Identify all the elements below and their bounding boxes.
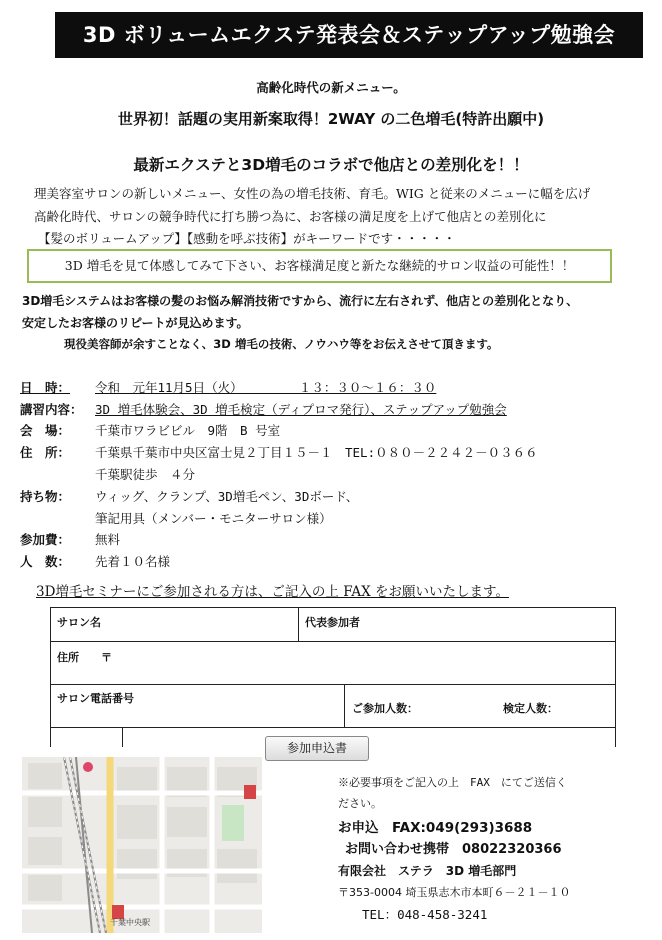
application-form [50, 607, 616, 747]
headline: 世界初！話題の実用新案取得！2WAY の二色増毛(特許出願中) [117, 110, 545, 128]
station-marker [244, 785, 256, 799]
participants-label: ご参加人数： [352, 702, 418, 715]
items-value-2: 筆記用具（メンバー・モニターサロン様） [95, 511, 332, 526]
company-tel: TEL：048-458-3241 [362, 907, 488, 922]
fee-value: 無料 [95, 532, 121, 547]
venue-label: 会 場： [20, 423, 71, 438]
system-line-1: 3D増毛システムはお客様の髪のお悩み解消技術ですから、流行に左右されず、他店との差別化となり、 [22, 294, 579, 308]
location-map[interactable] [22, 757, 262, 933]
salon-name-label: サロン名 [57, 616, 101, 629]
contact-note-2: ださい。 [338, 797, 382, 810]
address-label: 住 所： [20, 445, 71, 460]
collab-heading: 最新エクステと3D増毛のコラボで他店との差別化を！！ [133, 156, 529, 174]
capacity-value: 先着１０名様 [95, 554, 171, 569]
subtitle: 高齢化時代の新メニュー。 [256, 80, 406, 95]
items-label: 持ち物： [20, 489, 71, 504]
map-graphic [22, 757, 262, 933]
contact-note-1: ※必要事項をご記入の上 FAX にてご送信く [338, 776, 567, 789]
exam-count-label: 検定人数： [503, 702, 558, 715]
fee-label: 参加費： [20, 532, 71, 547]
salon-name-field[interactable] [50, 608, 298, 641]
phone-label: サロン電話番号 [57, 692, 134, 705]
date-value: 令和 元年11月5日（火） １３：３０～１６：３０ [95, 380, 437, 395]
company-name: 有限会社 ステラ 3D 増毛部門 [338, 864, 517, 878]
form-heading: 3D増毛セミナーにご参加される方は、ご記入の上 FAX をお願いいたします。 [36, 584, 509, 600]
mobile-number: お問い合わせ携帯 08022320366 [345, 842, 562, 857]
company-address: 〒353-0004 埼玉県志木市本町６－２１－１０ [338, 886, 571, 899]
location-pin-icon [83, 762, 93, 772]
intro-line-2: 高齢化時代、サロンの競争時代に打ち勝つ為に、お客様の満足度を上げて他店との差別化に [34, 209, 547, 224]
content-label: 講習内容： [20, 402, 83, 417]
system-line-2: 安定したお客様のリピートが見込めます。 [22, 316, 249, 330]
station-label: 千葉中央駅 [110, 918, 150, 927]
page-title: 3D ボリュームエクステ発表会＆ステップアップ勉強会 [55, 12, 643, 58]
venue-value: 千葉市ワラビビル 9階 B 号室 [95, 423, 281, 438]
content-value: 3D 増毛体験会、3D 増毛検定（ディプロマ発行）、ステップアップ勉強会 [95, 402, 507, 417]
capacity-label: 人 数： [20, 554, 71, 569]
items-value-1: ウィッグ、クランプ、3D増毛ペン、3Dボード、 [95, 489, 359, 504]
apply-button[interactable]: 参加申込書 [265, 736, 369, 761]
address-value: 千葉県千葉市中央区富士見２丁目１５－１ TEL:０８０－２２４２－０３６６ [95, 445, 538, 460]
fax-number: お申込 FAX:049(293)3688 [338, 820, 533, 836]
date-label: 日 時： [20, 380, 71, 395]
address-note: 千葉駅徒歩 ４分 [95, 467, 196, 482]
address-field-label: 住所 〒 [57, 651, 112, 664]
intro-line-3: 【髪のボリュームアップ】【感動を呼ぶ技術】がキーワードです・・・・・ [38, 231, 456, 246]
park-area [222, 805, 244, 841]
notice-box: 3D 増毛を見て体感してみて下さい、お客様満足度と新たな継続的サロン収益の可能性！！ [27, 249, 612, 283]
address-field[interactable] [50, 642, 616, 684]
intro-line-1: 理美容室サロンの新しいメニュー、女性の為の増毛技術、育毛。WIG と従来のメニューに幅を広げ [34, 186, 591, 201]
system-note: 現役美容師が余すことなく、3D 増毛の技術、ノウハウ等をお伝えさせて頂きます。 [64, 337, 499, 351]
representative-label: 代表参加者 [305, 616, 360, 629]
